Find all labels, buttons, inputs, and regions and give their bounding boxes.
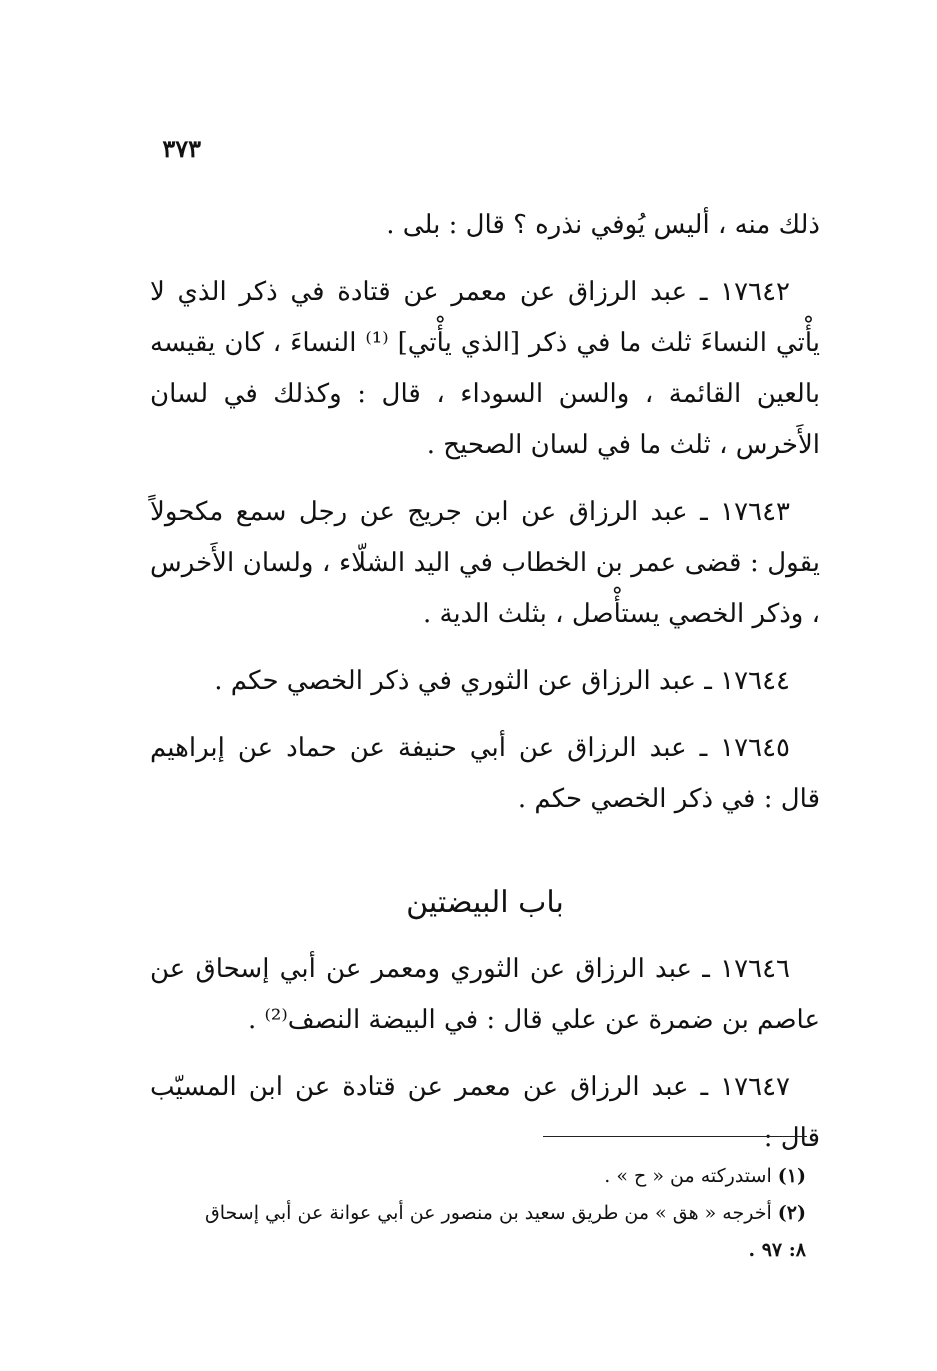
footnote-number: (٢) (777, 1202, 806, 1224)
chapter-title: باب البيضتين (406, 885, 564, 920)
footnote-2 (140, 1195, 806, 1232)
footnote-divider (543, 1136, 807, 1137)
main-text (150, 200, 820, 1180)
hadith-17645: ١٧٦٤٥ ـ عبد الرزاق عن أبي حنيفة عن حماد عن إبراهيم قال : في ذكر الخصي حكم . (150, 733, 820, 814)
hadith-17647: ١٧٦٤٧ ـ عبد الرزاق عن معمر عن قتادة عن ابن المسيّب قال : (150, 1072, 820, 1153)
page-number: ٣٧٣ (162, 134, 201, 163)
paragraph-continuation: ذلك منه ، أليس يُوفي نذره ؟ قال : بلى . (386, 210, 820, 240)
hadith-17644: ١٧٦٤٤ ـ عبد الرزاق عن الثوري في ذكر الخصي حكم . (214, 666, 790, 696)
hadith-17646: ١٧٦٤٦ ـ عبد الرزاق عن الثوري ومعمر عن أبي إسحاق عن عاصم بن ضمرة عن علي قال : في البيضة النصف⁽²⁾ . (150, 954, 820, 1035)
hadith-17643: ١٧٦٤٣ ـ عبد الرزاق عن ابن جريج عن رجل سمع مكحولاً يقول : قضى عمر بن الخطاب في اليد الشلّاء ، ولسان الأَخرس ، وذكر الخصي يستأْصل ، بثلث الدية . (150, 497, 820, 629)
footnote-text: أخرجه « هق » من طريق سعيد بن منصور عن أبي عوانة عن أبي إسحاق (205, 1202, 772, 1224)
footnote-number: (١) (777, 1165, 806, 1187)
hadith-17642: ١٧٦٤٢ ـ عبد الرزاق عن معمر عن قتادة في ذكر الذي لا يأْتي النساءَ ثلث ما في ذكر [الذي يأْتي] ⁽¹⁾ النساءَ ، كان يقيسه بالعين القائمة ، والسن السوداء ، قال : وكذلك في لسان الأَخرس ، ثلث ما في لسان الصحيح . (150, 277, 820, 460)
footnote-text: استدركته من « ح » . (604, 1165, 772, 1187)
footnotes (140, 1158, 806, 1269)
footnote-1 (140, 1158, 806, 1195)
footnote-2-continuation: ٨: ٩٧ . (748, 1239, 806, 1261)
